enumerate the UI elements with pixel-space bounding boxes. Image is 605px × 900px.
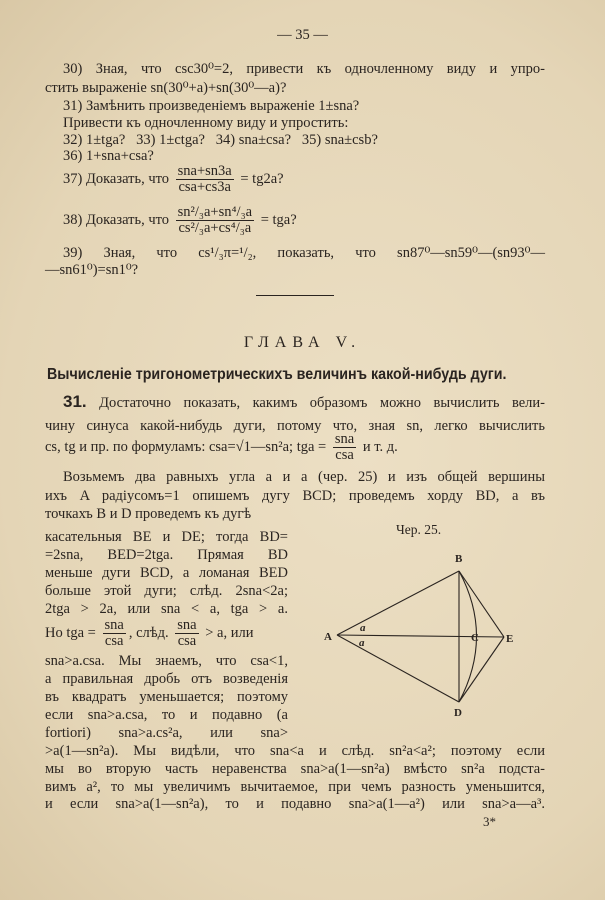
fraction-numerator: sna — [334, 431, 355, 447]
column-line: меньше дуги BCD, а ломаная BED — [45, 565, 288, 581]
column-line: а правильная дробь отъ возведенія — [45, 671, 288, 687]
paragraph-2-line3: точкахъ B и D проведемъ къ дугѣ — [45, 506, 252, 522]
full-line: и если sna>a(1—sn²a), то и подавно sna>a(1—a²) или sna>a—a³. — [45, 796, 545, 812]
exercise-37-prefix: 37) Доказать, что — [63, 170, 170, 187]
chapter-title: Вычисленіе тригонометрическихъ величинъ какой-нибудь дуги. — [47, 366, 507, 383]
exercise-36: 36) 1+sna+csa? — [63, 148, 154, 164]
paragraph-2-line1: Возьмемъ два равныхъ угла a и a (чер. 25) и изъ общей вершины — [63, 469, 545, 485]
column-line: если sna>a.csa, то и подавно (a — [45, 707, 288, 723]
column-line: 2tga > 2a, или sna < a, tga > a. — [45, 601, 288, 617]
exercise-39-line1: 39) Зная, что cs¹/₃π=¹/₂, показать, что sn87⁰—sn59⁰—(sn93⁰— — [63, 245, 545, 261]
formula-suffix: и т. д. — [362, 438, 398, 455]
label-D: D — [454, 707, 462, 719]
column-line: въ квадратъ уменьшается; поэтому — [45, 689, 288, 705]
text: > a, или — [205, 624, 254, 641]
fraction-denominator: cs²/₃a+cs⁴/₃a — [178, 220, 252, 236]
exercise-38-rhs: = tga? — [260, 211, 297, 228]
section-number: 31. — [63, 392, 87, 411]
label-B: B — [455, 553, 463, 565]
line-AB — [337, 571, 459, 635]
chapter-label: ГЛАВА V. — [243, 334, 362, 351]
fraction-denominator: csa — [104, 633, 124, 649]
text: Но tga = — [45, 624, 96, 641]
exercises-32-35: 32) 1±tga? 33) 1±ctga? 34) sna±csa? 35) sna±csb? — [63, 132, 378, 148]
tangent-BE — [459, 571, 504, 637]
exercise-31: 31) Замѣнить произведеніемъ выраженіе 1±sna? — [63, 98, 360, 114]
line-AD — [337, 635, 459, 702]
column-line: sna>a.csa. Мы знаемъ, что csa<1, — [45, 653, 288, 669]
fraction-denominator: csa+cs3a — [178, 179, 231, 195]
fraction-denominator: csa — [335, 447, 354, 463]
section-31-text: Достаточно показать, какимъ образомъ можно вычислить вели- — [99, 395, 546, 411]
exercise-39-line2: —sn61⁰)=sn1⁰? — [45, 262, 139, 278]
text: , слѣд. — [128, 624, 169, 641]
column-line: =2sna, BED=2tga. Прямая BD — [45, 547, 288, 563]
label-A: A — [324, 631, 332, 643]
paragraph-2-line2: ихъ A радіусомъ=1 опишемъ дугу BCD; проведемъ хорду BD, а въ — [45, 488, 545, 504]
fraction-numerator: sna+sn3a — [177, 163, 232, 179]
exercise-37-rhs: = tg2a? — [240, 170, 284, 187]
column-line: касательныя BE и DE; тогда BD= — [45, 529, 288, 545]
exercises-intro: Привести къ одночленному виду и упростить: — [63, 115, 349, 131]
column-line: больше этой дуги; слѣд. 2sna<2a; — [45, 583, 288, 599]
section-31-line2: чину синуса какой-нибудь дуги, потому что, зная sn, легко вычислить — [45, 418, 545, 434]
label-E: E — [506, 633, 514, 645]
column-line: fortiori) sna>a.cs²a, или sna> — [45, 725, 288, 741]
signature-mark: 3* — [483, 814, 496, 829]
formula-prefix: cs, tg и пр. по формуламъ: csa=√1—sn²a; tga = — [45, 438, 327, 455]
label-angle-a-upper: a — [360, 622, 366, 634]
figure-caption: Чер. 25. — [396, 522, 442, 537]
full-line: мы во вторую часть неравенства sna>a(1—sn²a) вмѣсто sn²a подста- — [45, 761, 545, 777]
full-line: вимъ a², то мы увеличимъ вычитаемое, при чемъ разность уменьшится, — [45, 779, 545, 795]
label-C: C — [471, 632, 479, 644]
exercise-38-prefix: 38) Доказать, что — [63, 211, 170, 228]
full-line: >a(1—sn²a). Мы видѣли, что sna<a и слѣд. sn²a<a²; поэтому если — [45, 743, 545, 759]
fraction-denominator: csa — [177, 633, 197, 649]
label-angle-a-lower: a — [359, 637, 365, 649]
exercise-30-line1: 30) Зная, что csc30⁰=2, привести къ одночленному виду и упро- — [63, 61, 545, 77]
tangent-DE — [459, 637, 504, 702]
exercise-30-line2: стить выраженіе sn(30⁰+a)+sn(30⁰—a)? — [45, 80, 287, 96]
fraction-numerator: sna — [104, 617, 124, 633]
page-number: — 35 — — [277, 27, 328, 43]
fraction-numerator: sna — [177, 617, 197, 633]
fraction-numerator: sn²/₃a+sn⁴/₃a — [177, 204, 253, 220]
